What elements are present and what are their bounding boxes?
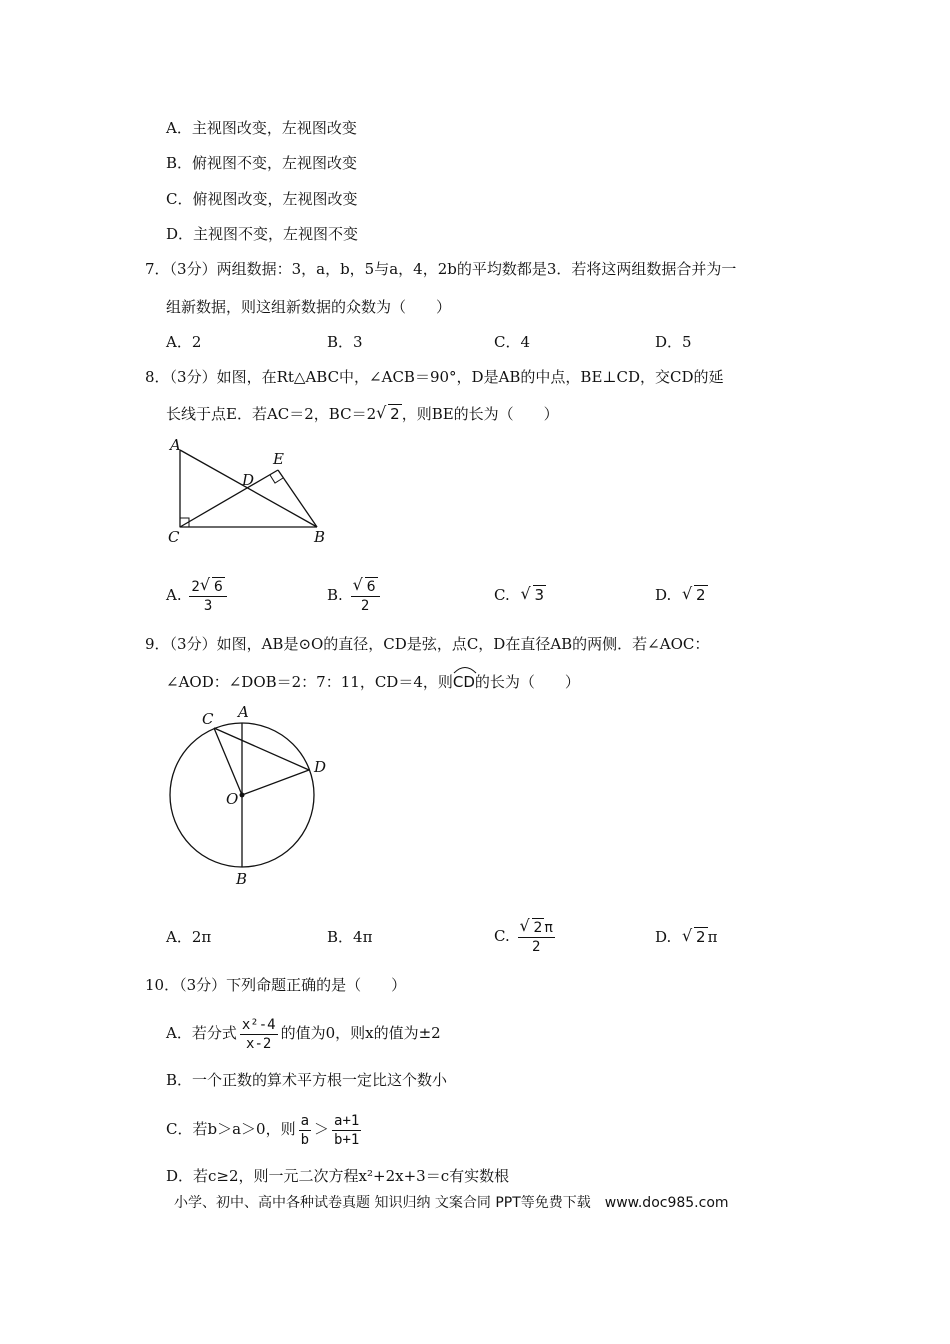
q8-sqrt-radicand: 2 bbox=[390, 405, 400, 423]
q9-stem-line2-post: 的长为（ ） bbox=[474, 673, 580, 691]
q8-option-b-den: 2 bbox=[360, 598, 370, 614]
q9-label-c: C bbox=[202, 710, 214, 728]
q8-label-d: D bbox=[242, 471, 255, 489]
q8-label-b: B bbox=[314, 528, 326, 546]
q10-stem: 10．（3分）下列命题正确的是（ ） bbox=[145, 976, 407, 994]
q9-option-d-label: D. bbox=[655, 928, 672, 946]
q7-stem-line1: 7．（3分）两组数据：3，a，b，5与a，4，2b的平均数都是3．若将这两组数据合并为一 bbox=[145, 260, 737, 278]
q8-option-b-radicand: 6 bbox=[366, 579, 376, 595]
q10-option-a-fraction bbox=[240, 1016, 278, 1053]
q8-option-c bbox=[494, 585, 546, 605]
q9-arc-cd bbox=[453, 670, 475, 692]
q6-option-a: A．主视图改变，左视图改变 bbox=[166, 119, 357, 137]
q9-option-b: B．4π bbox=[327, 928, 373, 946]
q9-option-c-fraction bbox=[518, 918, 555, 956]
q9-label-d: D bbox=[314, 758, 327, 776]
q8-label-e: E bbox=[273, 450, 284, 468]
q8-option-a-den: 3 bbox=[203, 598, 213, 614]
q10-option-a bbox=[166, 1010, 441, 1056]
q9-label-o: O bbox=[226, 790, 239, 808]
q8-stem-line2-post: ，则BE的长为（ ） bbox=[401, 405, 559, 423]
q8-option-d bbox=[655, 585, 708, 605]
q8-option-c-radicand: 3 bbox=[534, 586, 545, 604]
q6-option-b: B．俯视图不变，左视图改变 bbox=[166, 154, 358, 172]
q10-option-a-post: 的值为0，则x的值为±2 bbox=[280, 1024, 441, 1042]
q8-stem-line2-pre: 长线于点E．若AC＝2，BC＝2 bbox=[166, 405, 377, 423]
q10-option-a-den: x-2 bbox=[246, 1035, 272, 1052]
q9-option-c-pi: π bbox=[544, 920, 553, 936]
q8-option-a-label: A. bbox=[166, 586, 182, 604]
q9-option-c-den: 2 bbox=[531, 939, 541, 955]
q9-stem-line1: 9．（3分）如图，AB是⊙O的直径，CD是弦，点C，D在直径AB的两侧．若∠AOC： bbox=[145, 635, 710, 653]
page-footer: 小学、初中、高中各种试卷真题 知识归纳 文案合同 PPT等免费下载 www.doc985.com bbox=[174, 1195, 729, 1211]
q9-label-a: A bbox=[238, 703, 249, 721]
q8-option-b-fraction bbox=[351, 577, 380, 615]
q10-option-c-fraction1 bbox=[299, 1112, 311, 1149]
q9-circle-figure bbox=[160, 700, 340, 890]
q9-label-b: B bbox=[236, 870, 248, 888]
q10-option-d: D．若c≥2，则一元二次方程x²+2x+3＝c有实数根 bbox=[166, 1167, 510, 1185]
q7-option-c: C．4 bbox=[494, 333, 531, 351]
q10-option-a-pre: A．若分式 bbox=[166, 1024, 237, 1042]
q8-option-b bbox=[327, 572, 383, 618]
q8-option-a-coef: 2 bbox=[191, 579, 200, 595]
q8-option-a bbox=[166, 572, 230, 618]
q9-option-c-radicand: 2 bbox=[533, 920, 543, 936]
q7-stem-line2: 组新数据，则这组新数据的众数为（ ） bbox=[166, 298, 452, 316]
q9-option-c-label: C. bbox=[494, 927, 510, 945]
q8-option-b-label: B. bbox=[327, 586, 343, 604]
q10-option-c-gt: ＞ bbox=[314, 1120, 330, 1138]
q10-option-c-f2-num: a+1 bbox=[334, 1112, 360, 1129]
q6-option-c: C．俯视图改变，左视图改变 bbox=[166, 190, 358, 208]
q9-stem-line2-pre: ∠AOD：∠DOB＝2：7：11，CD＝4，则 bbox=[166, 673, 453, 691]
q9-arc-label: CD bbox=[452, 673, 475, 691]
q8-option-a-fraction bbox=[189, 577, 226, 615]
q8-label-c: C bbox=[168, 528, 180, 546]
q10-option-c-pre: C．若b＞a＞0，则 bbox=[166, 1120, 296, 1138]
q7-option-d: D．5 bbox=[655, 333, 692, 351]
q6-option-d: D．主视图不变，左视图不变 bbox=[166, 225, 359, 243]
q8-option-d-label: D. bbox=[655, 586, 672, 604]
q8-triangle-figure bbox=[160, 430, 340, 550]
q8-option-a-radicand: 6 bbox=[213, 579, 223, 595]
q9-option-d-pi: π bbox=[707, 928, 718, 946]
q9-stem-line2 bbox=[166, 670, 580, 692]
q10-option-c-f1-num: a bbox=[300, 1112, 310, 1129]
q10-option-c bbox=[166, 1106, 364, 1152]
q10-option-a-num: x²-4 bbox=[241, 1016, 276, 1033]
q9-option-d bbox=[655, 927, 717, 947]
q8-option-d-radicand: 2 bbox=[696, 586, 706, 604]
q10-option-c-f2-den: b+1 bbox=[334, 1131, 360, 1148]
q10-option-c-f1-den: b bbox=[300, 1131, 310, 1148]
q8-option-c-label: C. bbox=[494, 586, 510, 604]
q7-option-a: A．2 bbox=[166, 333, 202, 351]
q9-option-c bbox=[494, 913, 558, 959]
q10-option-c-fraction2 bbox=[332, 1112, 361, 1149]
q7-option-b: B．3 bbox=[327, 333, 363, 351]
q8-sqrt bbox=[376, 404, 402, 424]
q8-stem-line2 bbox=[166, 404, 559, 424]
q9-option-a: A．2π bbox=[166, 928, 212, 946]
q8-stem-line1: 8．（3分）如图，在Rt△ABC中，∠ACB＝90°，D是AB的中点，BE⊥CD，交CD的延 bbox=[145, 368, 724, 386]
q8-label-a: A bbox=[170, 436, 181, 454]
q9-option-d-radicand: 2 bbox=[696, 928, 706, 946]
q10-option-b: B．一个正数的算术平方根一定比这个数小 bbox=[166, 1071, 448, 1089]
